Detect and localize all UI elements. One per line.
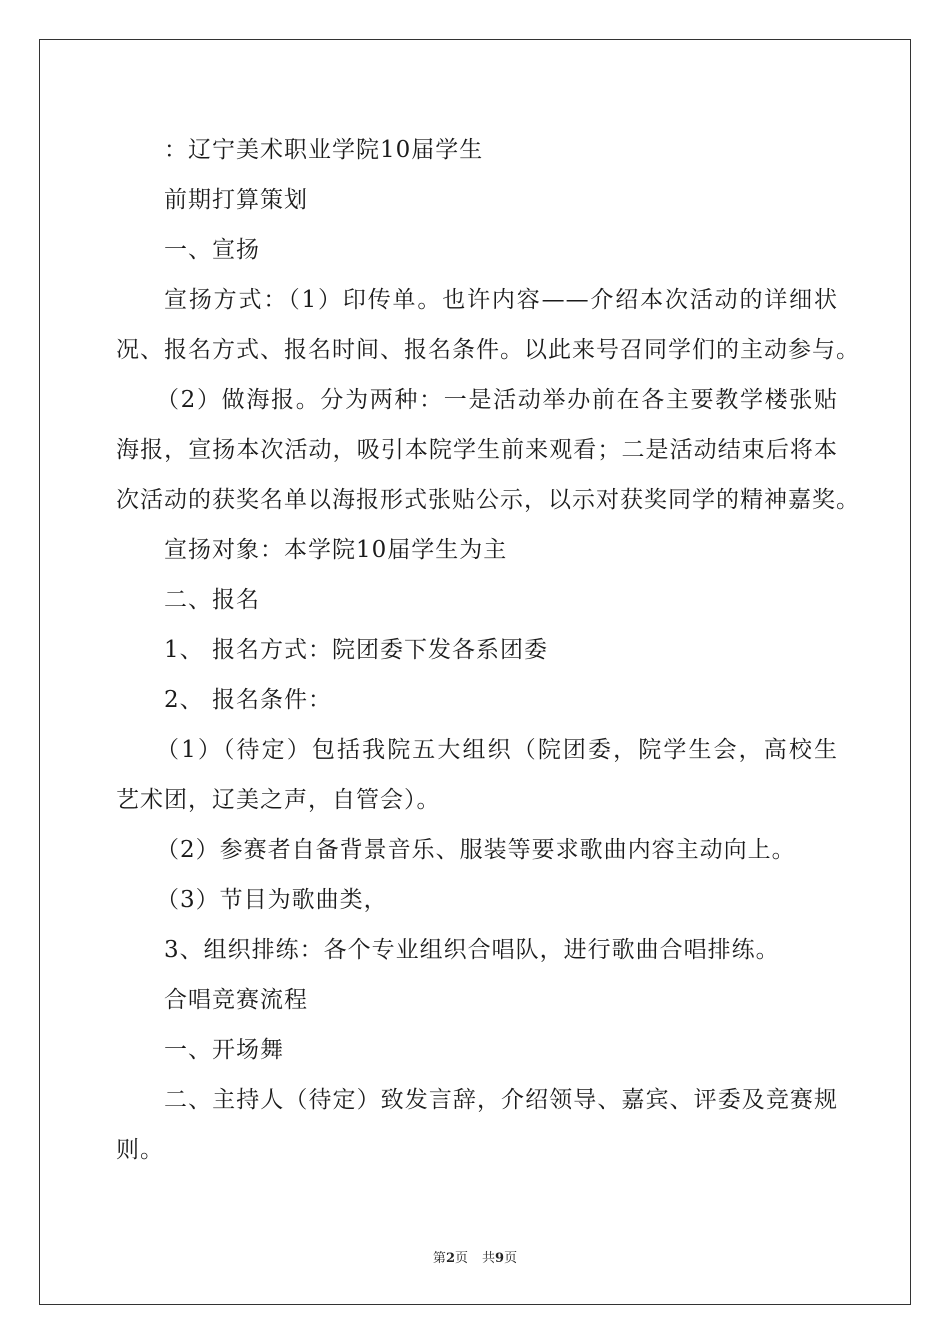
heading-publicity: 一、宣扬	[164, 237, 260, 263]
section-heading-preparation: 前期打算策划	[164, 187, 308, 213]
document-body	[116, 128, 860, 1178]
condition-1: （1）（待定）包括我院五大组织（院团委，院学生会，高校生	[156, 737, 838, 763]
page-footer	[0, 1247, 950, 1266]
rehearsal-item: 3、组织排练：各个专业组织合唱队，进行歌曲合唱排练。	[164, 937, 780, 963]
paragraph-publicity-target: 宣扬对象：本学院10届学生为主	[164, 537, 508, 563]
page-prefix: 第	[432, 1251, 446, 1266]
condition-1-cont: 艺术团，辽美之声，自管会）。	[116, 787, 441, 813]
page-suffix: 页	[454, 1251, 468, 1266]
recipient-line: ：辽宁美术职业学院10届学生	[164, 137, 484, 163]
page-current: 2	[445, 1251, 455, 1266]
total-suffix: 页	[504, 1251, 518, 1266]
registration-method: 1、 报名方式：院团委下发各系团委	[164, 637, 548, 663]
total-prefix: 共	[482, 1251, 496, 1266]
paragraph-poster: （2）做海报。分为两种：一是活动举办前在各主要教学楼张贴	[156, 387, 838, 413]
paragraph-poster-cont-1: 海报，宣扬本次活动，吸引本院学生前来观看；二是活动结束后将本	[116, 437, 838, 463]
paragraph-poster-cont-2: 次活动的获奖名单以海报形式张贴公示，以示对获奖同学的精神嘉奖。	[116, 487, 860, 513]
condition-3: （3）节目为歌曲类，	[156, 887, 388, 913]
paragraph-publicity-method-cont: 况、报名方式、报名时间、报名条件。以此来号召同学们的主动参与。	[116, 337, 860, 363]
process-host-speech: 二、主持人（待定）致发言辞，介绍领导、嘉宾、评委及竞赛规	[164, 1087, 838, 1113]
condition-2: （2）参赛者自备背景音乐、服装等要求歌曲内容主动向上。	[156, 837, 796, 863]
page-total: 9	[495, 1251, 505, 1266]
paragraph-publicity-method: 宣扬方式：（1）印传单。也许内容——介绍本次活动的详细状	[164, 287, 838, 313]
process-host-speech-cont: 则。	[116, 1137, 164, 1163]
registration-conditions: 2、 报名条件：	[164, 687, 332, 713]
process-opening-dance: 一、开场舞	[164, 1037, 284, 1063]
heading-competition-process: 合唱竞赛流程	[164, 987, 308, 1013]
heading-registration: 二、报名	[164, 587, 260, 613]
